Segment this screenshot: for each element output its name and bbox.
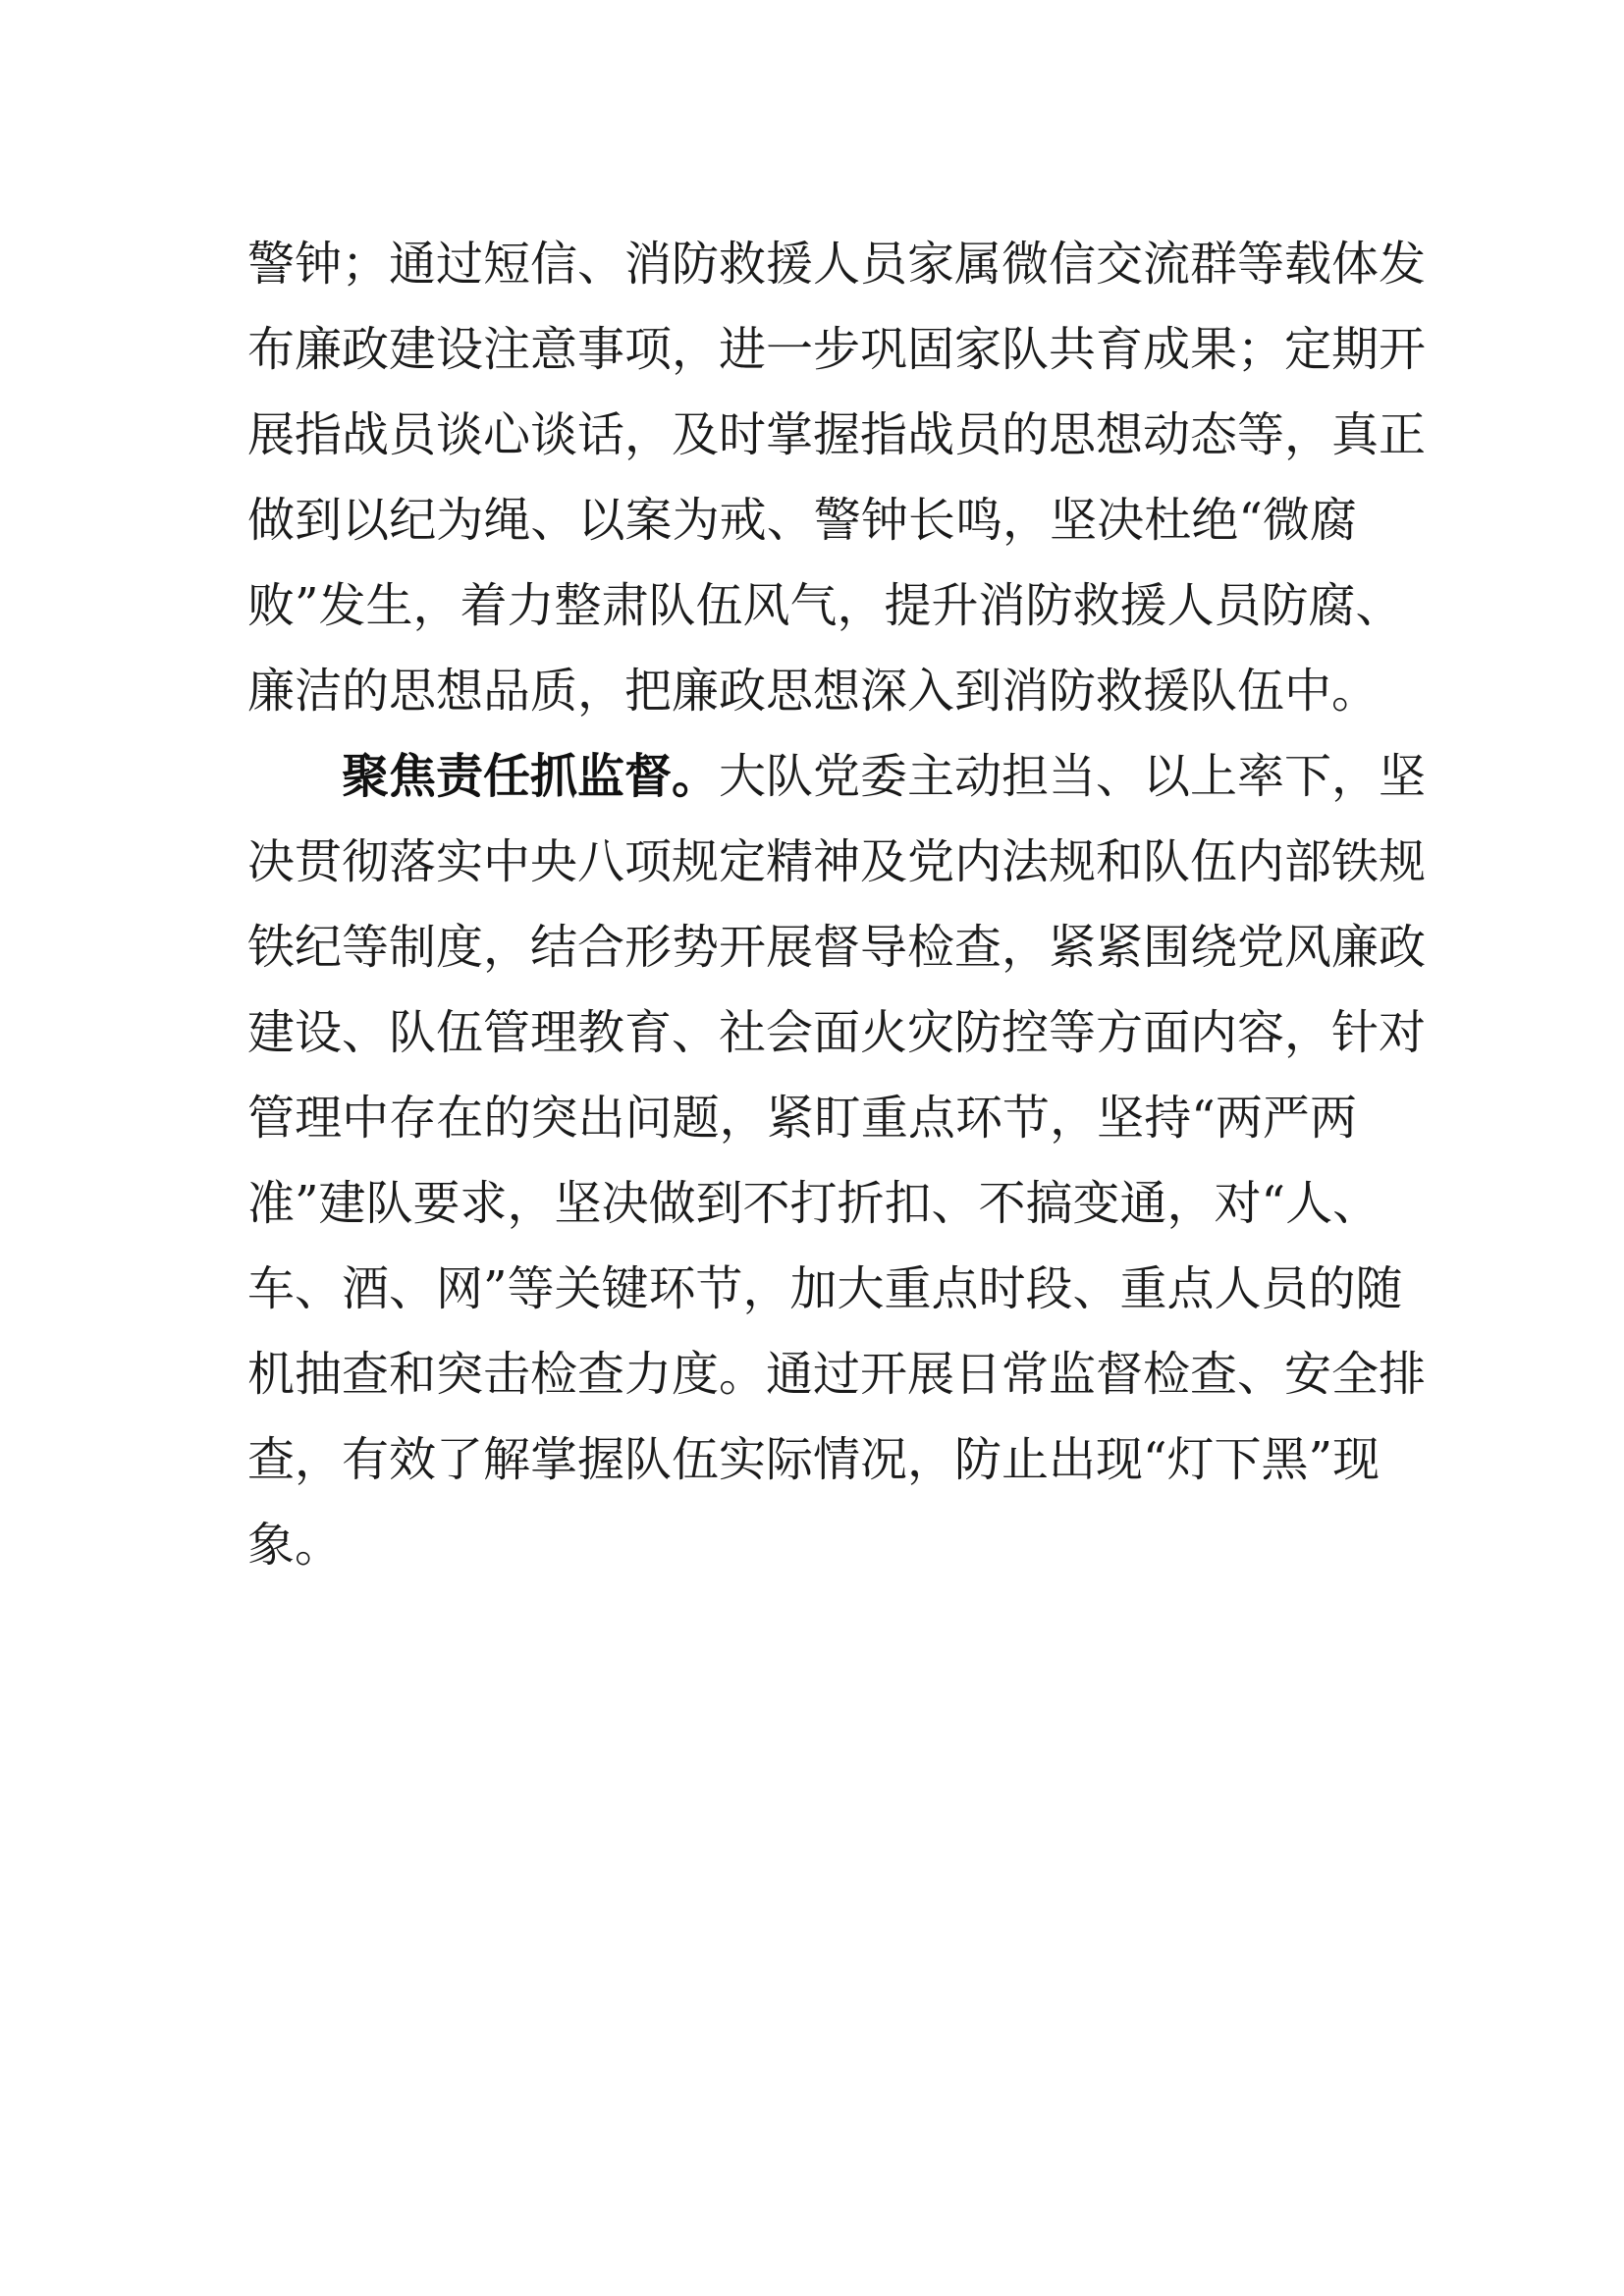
text-line: 展指战员谈心谈话，及时掌握指战员的思想动态等，真正 <box>247 407 1427 462</box>
text-line: 做到以纪为绳、以案为戒、警钟长鸣，坚决杜绝“微腐 <box>247 493 1357 548</box>
text-line: 准”建队要求，坚决做到不打折扣、不搞变通，对“人、 <box>247 1176 1380 1231</box>
text-line: 管理中存在的突出问题，紧盯重点环节，坚持“两严两 <box>247 1091 1357 1146</box>
text-run: 大队党委主动担当、以上率下，坚 <box>719 749 1427 804</box>
paragraph-1 <box>247 222 1427 734</box>
text-line: 败”发生，着力整肃队伍风气，提升消防救援人员防腐、 <box>247 578 1403 633</box>
text-line: 机抽查和突击检查力度。通过开展日常监督检查、安全排 <box>247 1347 1427 1402</box>
text-line-first <box>247 734 1427 820</box>
text-line: 决贯彻落实中央八项规定精神及党内法规和队伍内部铁规 <box>247 834 1427 889</box>
paragraph-2 <box>247 734 1427 1588</box>
text-line-last: 象。 <box>247 1518 343 1573</box>
text-line: 查，有效了解掌握队伍实际情况，防止出现“灯下黑”现 <box>247 1432 1380 1487</box>
paragraph-heading: 聚焦责任抓监督。 <box>342 749 720 804</box>
text-line: 车、酒、网”等关键环节，加大重点时段、重点人员的随 <box>247 1261 1403 1316</box>
text-line: 铁纪等制度，结合形势开展督导检查，紧紧围绕党风廉政 <box>247 920 1427 975</box>
text-line: 警钟；通过短信、消防救援人员家属微信交流群等载体发 <box>247 237 1427 292</box>
text-line: 布廉政建设注意事项，进一步巩固家队共育成果；定期开 <box>247 322 1427 377</box>
text-line: 廉洁的思想品质，把廉政思想深入到消防救援队伍中。 <box>247 664 1380 719</box>
body-text <box>247 222 1427 1588</box>
text-line: 建设、队伍管理教育、社会面火灾防控等方面内容，针对 <box>247 1005 1427 1060</box>
